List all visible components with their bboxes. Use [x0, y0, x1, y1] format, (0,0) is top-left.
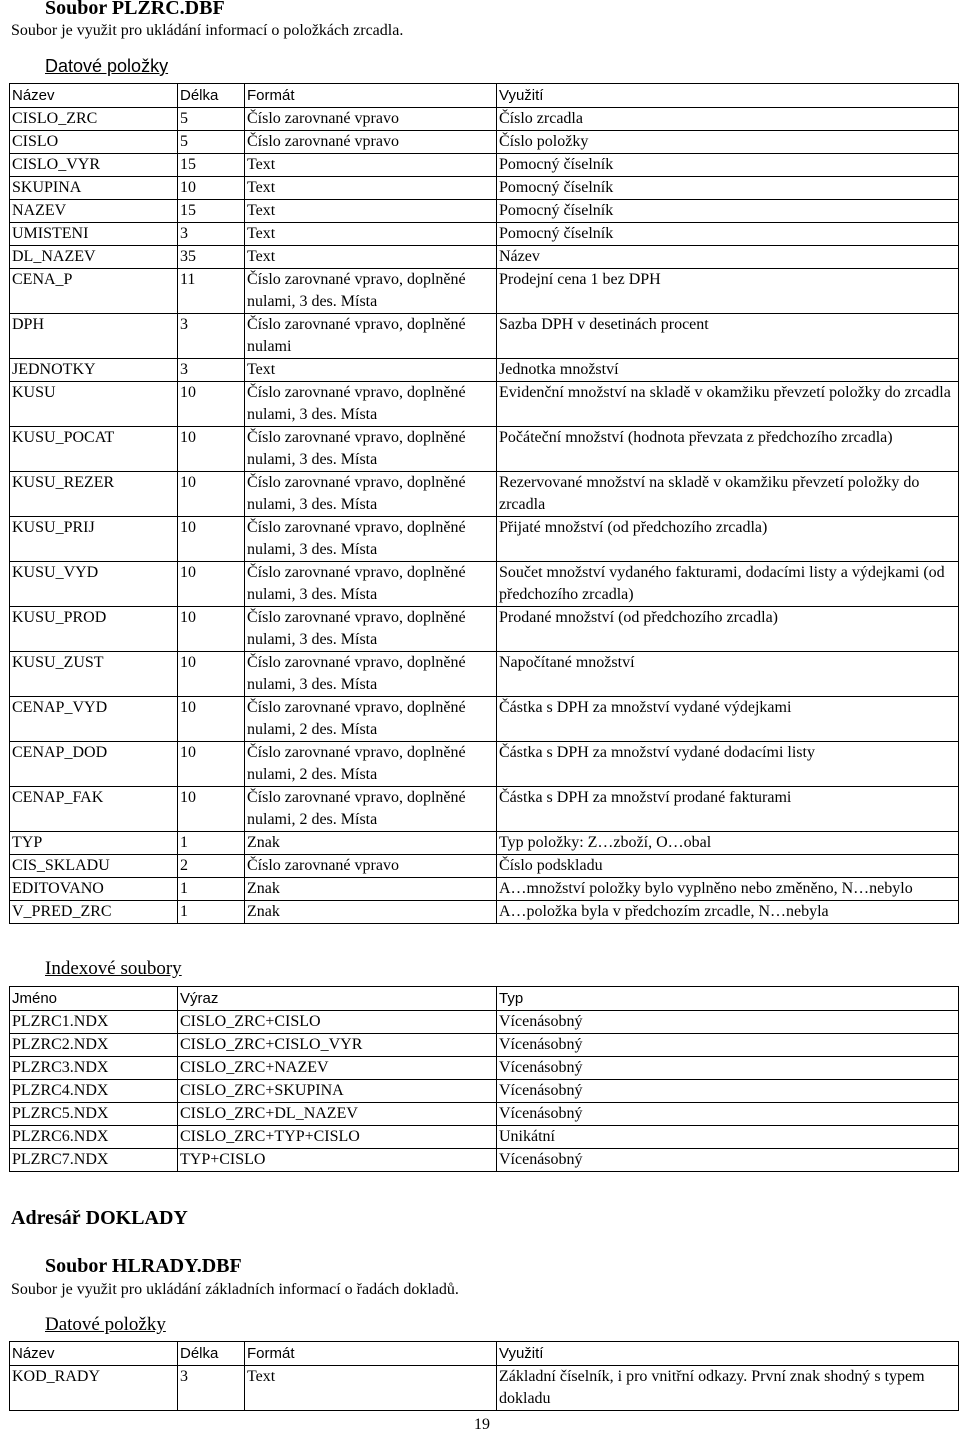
table-cell: CENAP_DOD [10, 742, 178, 787]
table-cell: Text [245, 200, 497, 223]
table-row [10, 427, 959, 472]
table-cell: KUSU [10, 382, 178, 427]
table-cell: Vícenásobný [497, 1011, 959, 1034]
table-row [10, 154, 959, 177]
table-cell: Částka s DPH za množství vydané dodacími listy [497, 742, 959, 787]
column-header: Využití [497, 1342, 959, 1366]
table-cell: Znak [245, 832, 497, 855]
table-cell: Přijaté množství (od předchozího zrcadla) [497, 517, 959, 562]
file2-data-items-table [9, 1341, 959, 1411]
table-cell: 10 [178, 472, 245, 517]
table-cell: Součet množství vydaného fakturami, dodacími listy a výdejkami (od předchozího zrcadla) [497, 562, 959, 607]
table-cell: DL_NAZEV [10, 246, 178, 269]
table-cell: 35 [178, 246, 245, 269]
data-items-table [9, 83, 959, 924]
table-cell: PLZRC2.NDX [10, 1034, 178, 1057]
table-cell: KOD_RADY [10, 1366, 178, 1411]
file2-data-section-title: Datové položky [45, 1314, 166, 1335]
table-cell: SKUPINA [10, 177, 178, 200]
column-header: Délka [178, 84, 245, 108]
file2-description: Soubor je využit pro ukládání základních informací o řadách dokladů. [11, 1281, 459, 1298]
table-cell: Číslo zarovnané vpravo, doplněné nulami [245, 314, 497, 359]
table-cell: Vícenásobný [497, 1103, 959, 1126]
table-row [10, 200, 959, 223]
table-cell: Číslo zarovnané vpravo, doplněné nulami, 3 des. Místa [245, 427, 497, 472]
table-row [10, 742, 959, 787]
table-cell: NAZEV [10, 200, 178, 223]
table-cell: Číslo položky [497, 131, 959, 154]
table-row [10, 472, 959, 517]
column-header: Název [10, 1342, 178, 1366]
table-cell: 3 [178, 1366, 245, 1411]
table-cell: Základní číselník, i pro vnitřní odkazy. První znak shodný s typem dokladu [497, 1366, 959, 1411]
table-cell: 10 [178, 562, 245, 607]
table-row [10, 1126, 959, 1149]
table-row [10, 562, 959, 607]
table-cell: 10 [178, 177, 245, 200]
table-cell: CISLO_ZRC+CISLO_VYR [178, 1034, 497, 1057]
table-cell: Číslo zarovnané vpravo [245, 855, 497, 878]
table-cell: CISLO [10, 131, 178, 154]
table-cell: PLZRC4.NDX [10, 1080, 178, 1103]
table-cell: CIS_SKLADU [10, 855, 178, 878]
table-cell: A…položka byla v předchozím zrcadle, N…nebyla [497, 901, 959, 924]
header-row [10, 84, 959, 108]
table-cell: Pomocný číselník [497, 223, 959, 246]
table-row [10, 131, 959, 154]
table-cell: Vícenásobný [497, 1057, 959, 1080]
table-cell: Číslo zarovnané vpravo, doplněné nulami, 2 des. Místa [245, 697, 497, 742]
table-cell: KUSU_REZER [10, 472, 178, 517]
table-cell: Napočítané množství [497, 652, 959, 697]
table-cell: Unikátní [497, 1126, 959, 1149]
table-cell: TYP+CISLO [178, 1149, 497, 1172]
table-row [10, 223, 959, 246]
table-cell: KUSU_VYD [10, 562, 178, 607]
file-title: Soubor PLZRC.DBF [45, 0, 225, 19]
table-cell: CENAP_VYD [10, 697, 178, 742]
column-header: Formát [245, 1342, 497, 1366]
table-cell: Vícenásobný [497, 1149, 959, 1172]
table-row [10, 269, 959, 314]
table-cell: Typ položky: Z…zboží, O…obal [497, 832, 959, 855]
table-cell: 3 [178, 314, 245, 359]
column-header: Délka [178, 1342, 245, 1366]
table-row [10, 901, 959, 924]
table-cell: 11 [178, 269, 245, 314]
table-cell: CISLO_ZRC+TYP+CISLO [178, 1126, 497, 1149]
table-cell: EDITOVANO [10, 878, 178, 901]
table-cell: Rezervované množství na skladě v okamžiku převzetí položky do zrcadla [497, 472, 959, 517]
table-cell: CISLO_ZRC [10, 108, 178, 131]
table-cell: 10 [178, 787, 245, 832]
table-cell: 10 [178, 652, 245, 697]
table-cell: 5 [178, 131, 245, 154]
table-row [10, 652, 959, 697]
table-cell: Text [245, 359, 497, 382]
table-cell: Číslo zarovnané vpravo, doplněné nulami, 2 des. Místa [245, 787, 497, 832]
table-cell: PLZRC1.NDX [10, 1011, 178, 1034]
table-cell: 10 [178, 517, 245, 562]
table-row [10, 787, 959, 832]
table-cell: Text [245, 223, 497, 246]
column-header: Formát [245, 84, 497, 108]
table-row [10, 1366, 959, 1411]
table-row [10, 382, 959, 427]
table-cell: 10 [178, 427, 245, 472]
table-cell: UMISTENI [10, 223, 178, 246]
table-cell: Číslo zrcadla [497, 108, 959, 131]
table-cell: Evidenční množství na skladě v okamžiku převzetí položky do zrcadla [497, 382, 959, 427]
table-cell: KUSU_PROD [10, 607, 178, 652]
table-cell: Číslo zarovnané vpravo, doplněné nulami, 3 des. Místa [245, 472, 497, 517]
table-row [10, 878, 959, 901]
table-row [10, 1011, 959, 1034]
table-row [10, 246, 959, 269]
table-cell: KUSU_POCAT [10, 427, 178, 472]
table-cell: Číslo zarovnané vpravo, doplněné nulami, 3 des. Místa [245, 562, 497, 607]
table-cell: Vícenásobný [497, 1080, 959, 1103]
column-header: Jméno [10, 987, 178, 1011]
table-cell: A…množství položky bylo vyplněno nebo změněno, N…nebylo [497, 878, 959, 901]
directory-title: Adresář DOKLADY [11, 1207, 188, 1229]
table-cell: Jednotka množství [497, 359, 959, 382]
table-cell: Prodejní cena 1 bez DPH [497, 269, 959, 314]
table-cell: 1 [178, 878, 245, 901]
table-row [10, 855, 959, 878]
table-row [10, 1080, 959, 1103]
table-cell: CISLO_ZRC+CISLO [178, 1011, 497, 1034]
table-cell: CENA_P [10, 269, 178, 314]
file-description: Soubor je využit pro ukládání informací o položkách zrcadla. [11, 22, 404, 39]
table-cell: Název [497, 246, 959, 269]
table-cell: 10 [178, 382, 245, 427]
table-cell: Text [245, 177, 497, 200]
table-cell: Částka s DPH za množství prodané fakturami [497, 787, 959, 832]
table-cell: Číslo zarovnané vpravo [245, 131, 497, 154]
table-row [10, 177, 959, 200]
table-cell: Číslo zarovnané vpravo, doplněné nulami, 3 des. Místa [245, 269, 497, 314]
table-cell: Vícenásobný [497, 1034, 959, 1057]
table-cell: Číslo zarovnané vpravo, doplněné nulami, 3 des. Místa [245, 652, 497, 697]
table-cell: Částka s DPH za množství vydané výdejkami [497, 697, 959, 742]
table-row [10, 108, 959, 131]
file2-title: Soubor HLRADY.DBF [45, 1255, 242, 1277]
table-cell: Znak [245, 878, 497, 901]
table-cell: 10 [178, 697, 245, 742]
table-cell: KUSU_PRIJ [10, 517, 178, 562]
table-cell: Pomocný číselník [497, 177, 959, 200]
table-cell: CISLO_ZRC+DL_NAZEV [178, 1103, 497, 1126]
header-row [10, 1342, 959, 1366]
table-cell: Text [245, 246, 497, 269]
table-cell: Číslo podskladu [497, 855, 959, 878]
table-cell: 1 [178, 832, 245, 855]
table-cell: 10 [178, 742, 245, 787]
table-row [10, 697, 959, 742]
table-cell: PLZRC3.NDX [10, 1057, 178, 1080]
table-cell: 3 [178, 359, 245, 382]
table-cell: 15 [178, 154, 245, 177]
table-cell: CISLO_VYR [10, 154, 178, 177]
table-row [10, 1103, 959, 1126]
table-cell: TYP [10, 832, 178, 855]
table-cell: 2 [178, 855, 245, 878]
table-cell: DPH [10, 314, 178, 359]
table-cell: PLZRC6.NDX [10, 1126, 178, 1149]
table-cell: KUSU_ZUST [10, 652, 178, 697]
table-cell: 3 [178, 223, 245, 246]
table-cell: Pomocný číselník [497, 200, 959, 223]
table-row [10, 832, 959, 855]
column-header: Využití [497, 84, 959, 108]
header-row [10, 987, 959, 1011]
table-cell: Číslo zarovnané vpravo, doplněné nulami, 3 des. Místa [245, 607, 497, 652]
table-cell: Číslo zarovnané vpravo, doplněné nulami, 3 des. Místa [245, 382, 497, 427]
table-cell: V_PRED_ZRC [10, 901, 178, 924]
table-cell: JEDNOTKY [10, 359, 178, 382]
table-cell: PLZRC7.NDX [10, 1149, 178, 1172]
index-section-title: Indexové soubory [45, 958, 182, 979]
table-row [10, 517, 959, 562]
table-cell: 5 [178, 108, 245, 131]
table-cell: Text [245, 154, 497, 177]
table-cell: CISLO_ZRC+SKUPINA [178, 1080, 497, 1103]
table-cell: Číslo zarovnané vpravo, doplněné nulami, 2 des. Místa [245, 742, 497, 787]
table-cell: Počáteční množství (hodnota převzata z předchozího zrcadla) [497, 427, 959, 472]
table-cell: Sazba DPH v desetinách procent [497, 314, 959, 359]
table-cell: Pomocný číselník [497, 154, 959, 177]
data-section-title: Datové položky [45, 56, 169, 76]
table-cell: PLZRC5.NDX [10, 1103, 178, 1126]
table-row [10, 1034, 959, 1057]
column-header: Typ [497, 987, 959, 1011]
page-number: 19 [474, 1416, 490, 1433]
table-row [10, 359, 959, 382]
column-header: Výraz [178, 987, 497, 1011]
table-cell: Číslo zarovnané vpravo, doplněné nulami, 3 des. Místa [245, 517, 497, 562]
table-cell: 1 [178, 901, 245, 924]
table-cell: Znak [245, 901, 497, 924]
index-files-table [9, 986, 959, 1172]
table-row [10, 1057, 959, 1080]
table-cell: CISLO_ZRC+NAZEV [178, 1057, 497, 1080]
table-cell: Text [245, 1366, 497, 1411]
table-cell: Prodané množství (od předchozího zrcadla) [497, 607, 959, 652]
table-cell: 10 [178, 607, 245, 652]
column-header: Název [10, 84, 178, 108]
table-row [10, 314, 959, 359]
table-row [10, 1149, 959, 1172]
table-row [10, 607, 959, 652]
table-cell: CENAP_FAK [10, 787, 178, 832]
table-cell: Číslo zarovnané vpravo [245, 108, 497, 131]
table-cell: 15 [178, 200, 245, 223]
